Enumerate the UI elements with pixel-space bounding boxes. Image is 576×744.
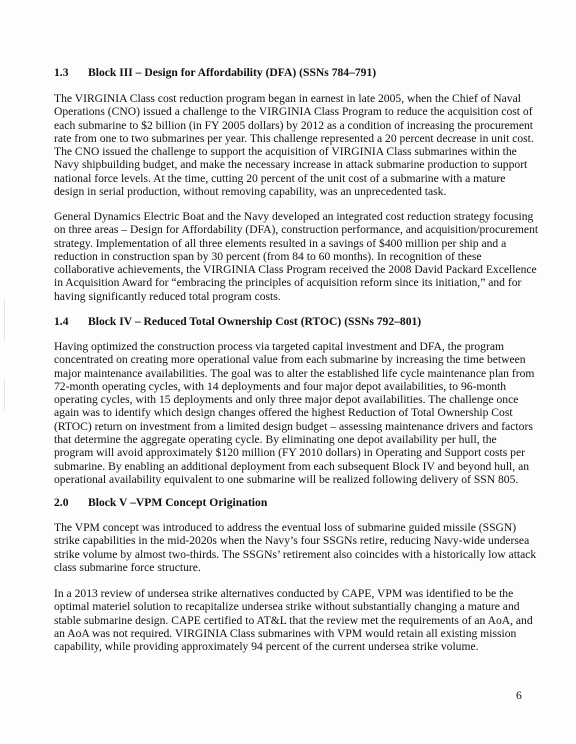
text-line: operating cycles, with 15 deployments and only three major depot availabilities. The challenge once: [54, 393, 519, 407]
text-line: an AoA was not required. VIRGINIA Class submarines with VPM would retain all existing mission: [54, 626, 517, 640]
text-line: The VIRGINIA Class cost reduction program began in earnest in late 2005, when the Chief of Naval: [54, 92, 521, 105]
paragraph: [54, 340, 535, 486]
text-line: optimal materiel solution to recapitalize undersea strike without substantially changing a mature and: [54, 600, 520, 614]
text-line: major maintenance availabilities. The goal was to alter the established life cycle maintenance plan from: [54, 366, 535, 380]
section-number: 1.4: [54, 315, 69, 328]
text-line: stable submarine design. CAPE certified to AT&L that the review met the requirements of an AoA, and: [54, 613, 533, 627]
section-heading-2-0: [54, 496, 267, 510]
text-line: In a 2013 review of undersea strike alternatives conducted by CAPE, VPM was identified to be the: [54, 587, 514, 600]
text-line: program will avoid approximately $120 million (FY 2010 dollars) in Operating and Support costs per: [54, 446, 525, 460]
page-number: 6: [516, 689, 522, 702]
text-line: Navy shipbuilding budget, and make the necessary increase in attack submarine production to support: [54, 158, 528, 172]
paragraph: [54, 92, 534, 199]
text-line: reduction in construction span by 30 percent (from 84 to 60 months). In recognition of these: [54, 249, 482, 263]
text-line: strike volume by almost two-thirds. The SSGNs’ retirement also coincides with a historically low attack: [54, 547, 537, 561]
text-line: The CNO issued the challenge to support the acquisition of VIRGINIA Class submarines within the: [54, 145, 517, 159]
section-title: Block IV – Reduced Total Ownership Cost (RTOC) (SSNs 792–801): [88, 315, 422, 328]
text-line: strategy. Implementation of all three elements resulted in a savings of $400 million per ship and a: [54, 236, 507, 250]
text-line: 72-month operating cycles, with 14 deployments and four major depot availabilities, to 96-month: [54, 379, 507, 393]
text-line: (RTOC) return on investment from a limited design budget – assessing maintenance drivers and factors: [54, 419, 533, 433]
text-line: Having optimized the construction process via targeted capital investment and DFA, the program: [54, 340, 504, 353]
section-number: 2.0: [54, 496, 69, 509]
text-line: The VPM concept was introduced to address the eventual loss of submarine guided missile (SSGN): [54, 521, 517, 534]
text-line: design in serial production, without removing capability, was an unprecedented task.: [54, 185, 447, 199]
paragraph: [54, 587, 533, 654]
text-line: rate from one to two submarines per year. This challenge represented a 20 percent decrease in unit cost.: [54, 131, 534, 145]
text-line: strike capabilities in the mid-2020s when the Navy’s four SSGNs retire, reducing Navy-wide undersea: [54, 534, 530, 548]
text-line: General Dynamics Electric Boat and the Navy developed an integrated cost reduction strategy focusing: [54, 210, 534, 223]
section-number: 1.3: [54, 66, 69, 79]
text-line: operational availability equivalent to one submarine will be realized following delivery of SSN 805.: [54, 472, 519, 486]
text-line: on three areas – Design for Affordability (DFA), construction performance, and acquisition/procurement: [54, 223, 539, 237]
text-line: class submarine force structure.: [54, 560, 201, 574]
scan-margin-mark: [4, 300, 5, 340]
scan-margin-mark: [4, 380, 5, 410]
text-line: capability, while providing approximately 94 percent of the current undersea strike volume.: [54, 640, 479, 654]
section-heading-1-3: [54, 66, 376, 80]
text-line: collaborative achievements, the VIRGINIA Class Program received the 2008 David Packard Excellence: [54, 263, 537, 277]
text-line: submarine. By enabling an additional deployment from each subsequent Block IV and beyond hull, an: [54, 459, 530, 473]
text-line: in Acquisition Award for “embracing the principles of acquisition reform since its initiation,” and for: [54, 276, 522, 290]
text-line: each submarine to $2 billion (in FY 2005 dollars) by 2012 as a condition of increasing the procurement: [54, 118, 533, 132]
text-line: concentrated on creating more operational value from each submarine by increasing the time between: [54, 353, 526, 367]
text-line: Operations (CNO) issued a challenge to the VIRGINIA Class Program to reduce the acquisition cost of: [54, 105, 533, 119]
text-line: national force levels. At the time, cutting 20 percent of the unit cost of a submarine with a mature: [54, 171, 506, 185]
paragraph: [54, 210, 539, 303]
text-line: that determine the aggregate operating cycle. By eliminating one depot availability per hull, the: [54, 433, 497, 447]
text-line: having significantly reduced total program costs.: [54, 289, 281, 303]
section-title: Block V –VPM Concept Origination: [88, 496, 268, 509]
section-title: Block III – Design for Affordability (DFA) (SSNs 784–791): [88, 66, 377, 79]
text-line: again was to identify which design changes offered the highest Reduction of Total Ownership Cost: [54, 406, 513, 420]
paragraph: [54, 521, 537, 574]
section-heading-1-4: [54, 315, 421, 329]
